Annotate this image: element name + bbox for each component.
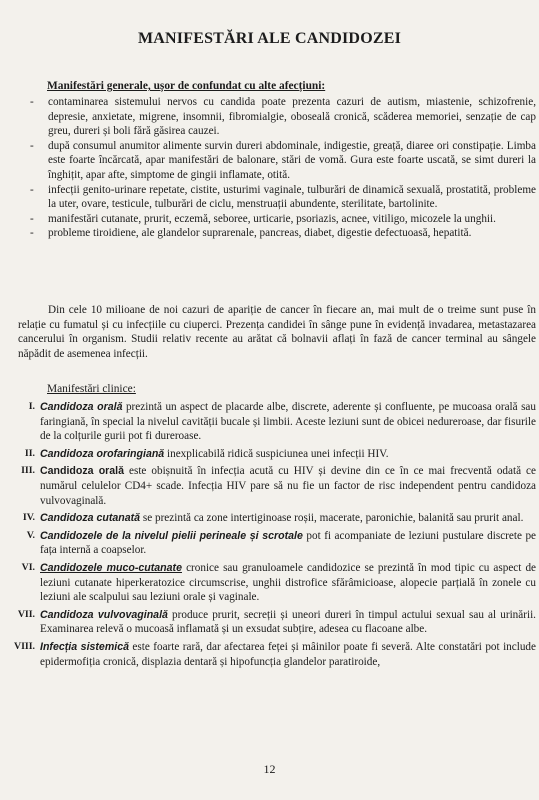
list-item: VII. Candidoza vulvovaginală produce prurit, secreții și uneori dureri în timpul actului sexual sau al urinării. Examinarea relevă o mucoasă inflamată și un exsudat subțire, adesea cu flacoane albe. xyxy=(17,608,536,636)
term: Candidozele de la nivelul pielii perineale și scrotale xyxy=(40,529,303,542)
list-item: - probleme tiroidiene, ale glandelor suprarenale, pancreas, diabet, digestie defectuoasă, hepatită. xyxy=(30,227,472,240)
list-item: I. Candidoza orală prezintă un aspect de placarde albe, discrete, aderente și confluente, pe mucoasa orală sau faringiană, în special la nivelul cavității bucale și limbii. Aceste leziuni sunt de obicei nedureroase, dar fisurile de la colțurile gurii pot fi dureroase. xyxy=(28,401,536,443)
list-item: - infecții genito-urinare repetate, cistite, usturimi vaginale, tulburări de dinamică sexuală, prostatită, probleme la uter, ovare, testicule, tulburări de ciclu, menstruații abundente, sterilitate, bartolinite. xyxy=(30,183,536,211)
list-item: VI. Candidozele muco-cutanate cronice sau granuloamele candidozice se prezintă în mod tipic cu aspect de leziuni cutanate hiperkeratozice circumscrise, unghii distrofice sfărâmicioase, alopecie parțială în zonele cu leziuni ale scalpului sau leziuni orale și vaginale. xyxy=(21,561,537,604)
list-item: III. Candidoza orală este obișnuită în infecția acută cu HIV și devine din ce în ce mai frecventă odată ce numărul celulelor CD4+ scade. Infecția HIV pare să nu fie un factor de risc independent pentru candidoza vulvovaginală. xyxy=(21,465,536,507)
list-item: - după consumul anumitor alimente survin dureri abdominale, indigestie, greață, diaree ori constipație. Limba este foarte încărcată, apar manifestări de balonare, stări de vomă. Gura este foarte uscată, se simt dureri la înghițit, apar afte, simptome de gingii inflamate, otită. xyxy=(30,139,536,181)
term: Candidozele muco-cutanate xyxy=(40,561,182,574)
term: Infecția sistemică xyxy=(40,640,129,653)
general-manifestations-list xyxy=(26,95,536,241)
term: Candidoza orală xyxy=(40,401,123,413)
list-item: IV. Candidoza cutanată se prezintă ca zone intertiginoase roșii, macerate, paronichie, balanită sau prurit anal. xyxy=(22,512,524,525)
list-item: - contaminarea sistemului nervos cu candida poate prezenta cazuri de autism, miastenie, schizofrenie, depresie, anxietate, migrene, insomnii, fibromialgie, oboseală cronică, scăderea memoriei, senzație de cap greu, dureri și boli fără găsirea cauzei. xyxy=(30,96,536,138)
cancer-paragraph: Din cele 10 milioane de noi cazuri de apariție de cancer în fiecare an, mai mult de o treime sunt puse în relație cu fumatul și cu infecțiile cu ciuperci. Prezența candidei în sânge pune în evidență invadarea, metastazarea cancerului în organism. Studii relativ recente au arătat că bolnavii aflați în fază de cancer terminal au sângele năpădit de asemenea infecții. xyxy=(18,304,536,360)
page-number: 12 xyxy=(263,762,276,776)
term: Candidoza vulvovaginală xyxy=(40,608,168,621)
clinical-manifestations-list xyxy=(10,400,536,672)
list-item: V. Candidozele de la nivelul pielii perineale și scrotale pot fi acompaniate de leziuni pustulare discrete pe fața internă a coapselor. xyxy=(26,529,537,557)
list-item: - manifestări cutanate, prurit, eczemă, seboree, urticarie, psoriazis, acnee, vitiligo, micozele la unghii. xyxy=(30,212,496,225)
term: Candidoza orală xyxy=(40,465,125,478)
page-title: MANIFESTĂRI ALE CANDIDOZEI xyxy=(137,30,402,47)
general-manifestations-heading: Manifestări generale, ușor de confundat cu alte afecțiuni: xyxy=(47,80,326,92)
list-item: II. Candidoza orofaringiană inexplicabilă ridică suspiciunea unei infecții HIV. xyxy=(24,447,389,460)
term: Candidoza cutanată xyxy=(40,512,141,525)
list-item: VIII. Infecția sistemică este foarte rară, dar afectarea feței și mâinilor poate fi severă. Alte constatări pot include epidermofiția cronică, displazia dentară și hipofuncția glandelor paratiroide, xyxy=(14,640,536,668)
term: Candidoza orofaringiană xyxy=(40,447,165,460)
clinical-manifestations-heading: Manifestări clinice: xyxy=(47,383,136,395)
